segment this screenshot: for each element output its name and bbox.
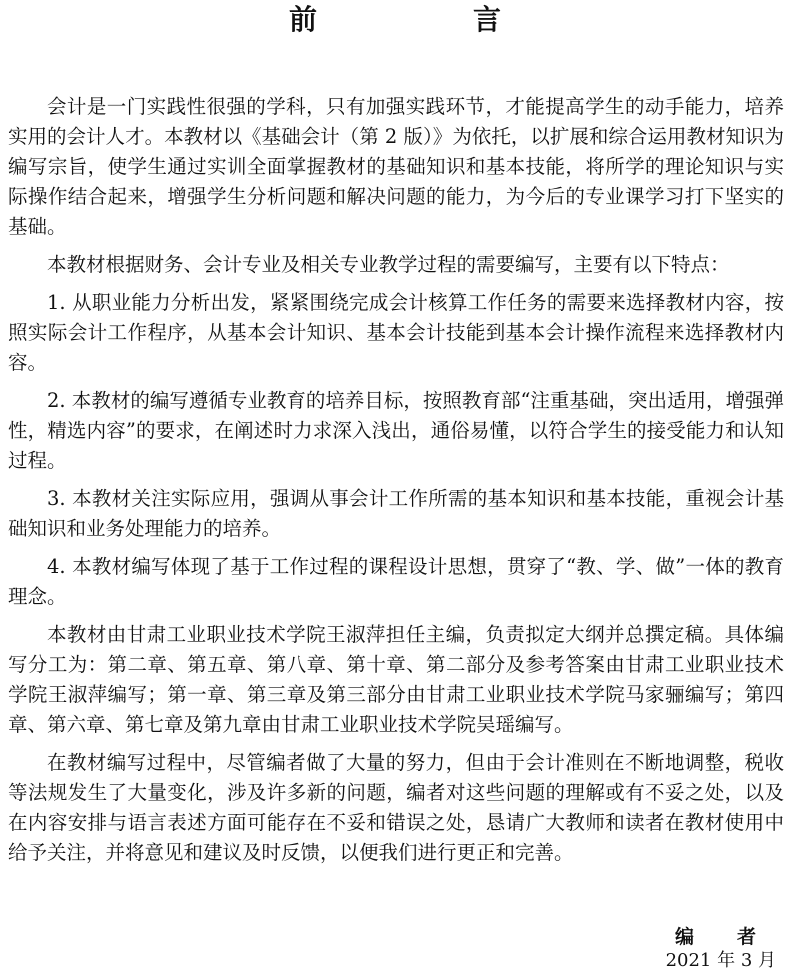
paragraph: 3. 本教材关注实际应用，强调从事会计工作所需的基本知识和基本技能，重视会计基础知识和业务处理能力的培养。 [8,487,784,540]
paragraph: 本教材由甘肃工业职业技术学院王淑萍担任主编，负责拟定大纲并总撰定稿。具体编写分工为：第二章、第五章、第八章、第十章、第二部分及参考答案由甘肃工业职业技术学院王淑萍编写；第一章、第三章及第三部分由甘肃工业职业技术学院马家骊编写；第四章、第六章、第七章及第九章由甘肃工业职业技术学院吴瑶编写。 [8,623,784,736]
paragraph: 1. 从职业能力分析出发，紧紧围绕完成会计核算工作任务的需要来选择教材内容，按照实际会计工作程序，从基本会计知识、基本会计技能到基本会计操作流程来选择教材内容。 [8,291,784,374]
paragraph: 2. 本教材的编写遵循专业教育的培养目标，按照教育部“注重基础，突出适用，增强弹性，精选内容”的要求，在阐述时力求深入浅出，通俗易懂，以符合学生的接受能力和认知过程。 [8,389,784,472]
paragraph: 4. 本教材编写体现了基于工作过程的课程设计思想，贯穿了“教、学、做”一体的教育理念。 [8,555,784,608]
paragraph: 在教材编写过程中，尽管编者做了大量的努力，但由于会计准则在不断地调整，税收等法规发生了大量变化，涉及许多新的问题，编者对这些问题的理解或有不妥之处，以及在内容安排与语言表述方面可能存在不妥和错误之处，恳请广大教师和读者在教材使用中给予关注，并将意见和建议及时反馈，以便我们进行更正和完善。 [8,751,784,864]
page-title: 前 言 [288,3,565,36]
paragraph: 会计是一门实践性很强的学科，只有加强实践环节，才能提高学生的动手能力，培养实用的会计人才。本教材以《基础会计（第 2 版）》为依托，以扩展和综合运用教材知识为编写宗旨，使学生通过实训全面掌握教材的基础知识和基本技能，将所学的理论知识与实际操作结合起来，增强学生分析问题和解决问题的能力，为今后的专业课学习打下坚实的基础。 [8,95,784,238]
paragraph: 本教材根据财务、会计专业及相关专业教学过程的需要编写，主要有以下特点： [47,253,730,276]
date: 2021 年 3 月 [665,950,776,971]
preface-body [8,92,784,876]
author-signature: 编 者 [674,926,768,948]
